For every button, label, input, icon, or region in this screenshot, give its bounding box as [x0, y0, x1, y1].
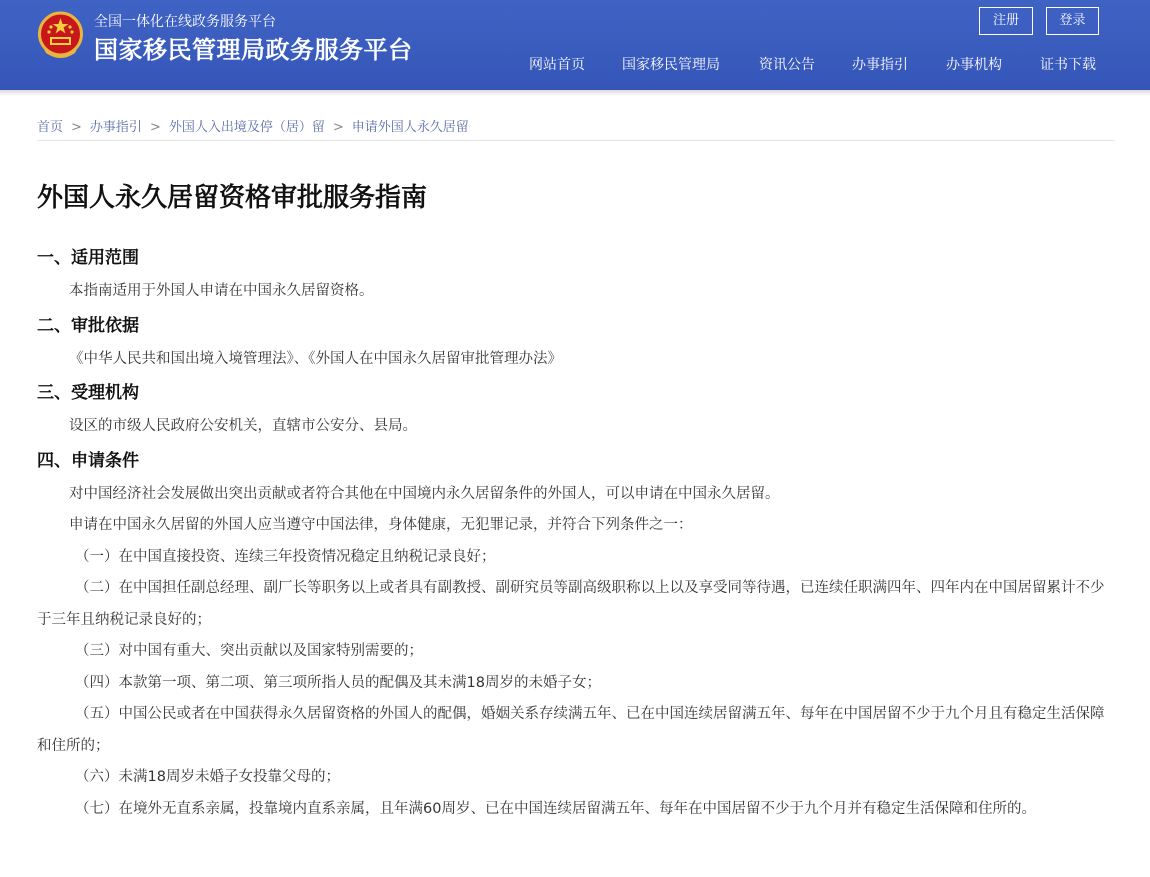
condition-item: （三）对中国有重大、突出贡献以及国家特别需要的； — [75, 643, 423, 659]
breadcrumb-category[interactable]: 外国人入出境及停（居）留 — [168, 120, 325, 135]
header-shadow — [0, 90, 1150, 96]
section-heading: 四、申请条件 — [37, 450, 139, 471]
section-text: 本指南适用于外国人申请在中国永久居留资格。 — [69, 283, 374, 299]
section-text: 对中国经济社会发展做出突出贡献或者符合其他在中国境内永久居留条件的外国人，可以申请在中国永久居留。 — [69, 485, 780, 502]
guide-content — [37, 240, 1115, 825]
breadcrumb-separator: > — [149, 120, 161, 135]
condition-item: （六）未满18周岁未婚子女投靠父母的； — [75, 769, 340, 785]
breadcrumb-home[interactable]: 首页 — [37, 120, 64, 135]
condition-item: （五）中国公民或者在中国获得永久居留资格的外国人的配偶，婚姻关系存续满五年、已在中国连续居留满五年、每年在中国居留不少于九个月且有稳定生活保障和住所的； — [37, 706, 1105, 754]
nav-news[interactable]: 资讯公告 — [759, 57, 815, 73]
section-text: 《中华人民共和国出境入境管理法》、《外国人在中国永久居留审批管理办法》 — [69, 350, 562, 367]
breadcrumb-separator: > — [71, 120, 82, 135]
nav-offices[interactable]: 办事机构 — [946, 57, 1002, 73]
site-header — [0, 0, 1150, 90]
nav-guide[interactable]: 办事指引 — [852, 57, 908, 73]
breadcrumb-divider — [37, 140, 1115, 141]
national-emblem-icon[interactable] — [37, 11, 84, 61]
breadcrumb-current[interactable]: 申请外国人永久居留 — [351, 120, 469, 135]
platform-subtitle: 全国一体化在线政务服务平台 — [94, 14, 276, 30]
condition-item: （四）本款第一项、第二项、第三项所指人员的配偶及其未满18周岁的未婚子女； — [75, 674, 601, 691]
page-title: 外国人永久居留资格审批服务指南 — [37, 183, 428, 213]
platform-title[interactable]: 国家移民管理局政务服务平台 — [94, 36, 413, 64]
breadcrumb — [37, 116, 469, 135]
condition-item: （七）在境外无直系亲属，投靠境内直系亲属，且年满60周岁、已在中国连续居留满五年、每年在中国居留不少于九个月并有稳定生活保障和住所的。 — [75, 800, 1036, 817]
nav-cert-download[interactable]: 证书下载 — [1040, 57, 1096, 73]
nav-nia[interactable]: 国家移民管理局 — [622, 57, 720, 73]
section-heading: 二、审批依据 — [37, 315, 139, 336]
breadcrumb-guide[interactable]: 办事指引 — [89, 120, 142, 135]
breadcrumb-separator: > — [332, 120, 344, 135]
condition-item: （一）在中国直接投资、连续三年投资情况稳定且纳税记录良好； — [75, 548, 496, 565]
section-text: 设区的市级人民政府公安机关，直辖市公安分、县局。 — [69, 418, 417, 434]
section-heading: 三、受理机构 — [37, 383, 139, 403]
nav-home[interactable]: 网站首页 — [529, 57, 585, 73]
register-button[interactable]: 注册 — [979, 7, 1033, 35]
section-heading: 一、适用范围 — [37, 248, 139, 268]
condition-item: （二）在中国担任副总经理、副厂长等职务以上或者具有副教授、副研究员等副高级职称以上以及享受同等待遇，已连续任职满四年、四年内在中国居留累计不少于三年且纳税记录良好的； — [37, 580, 1105, 628]
section-text: 申请在中国永久居留的外国人应当遵守中国法律，身体健康，无犯罪记录，并符合下列条件之一： — [69, 517, 693, 533]
login-button[interactable]: 登录 — [1046, 7, 1099, 35]
